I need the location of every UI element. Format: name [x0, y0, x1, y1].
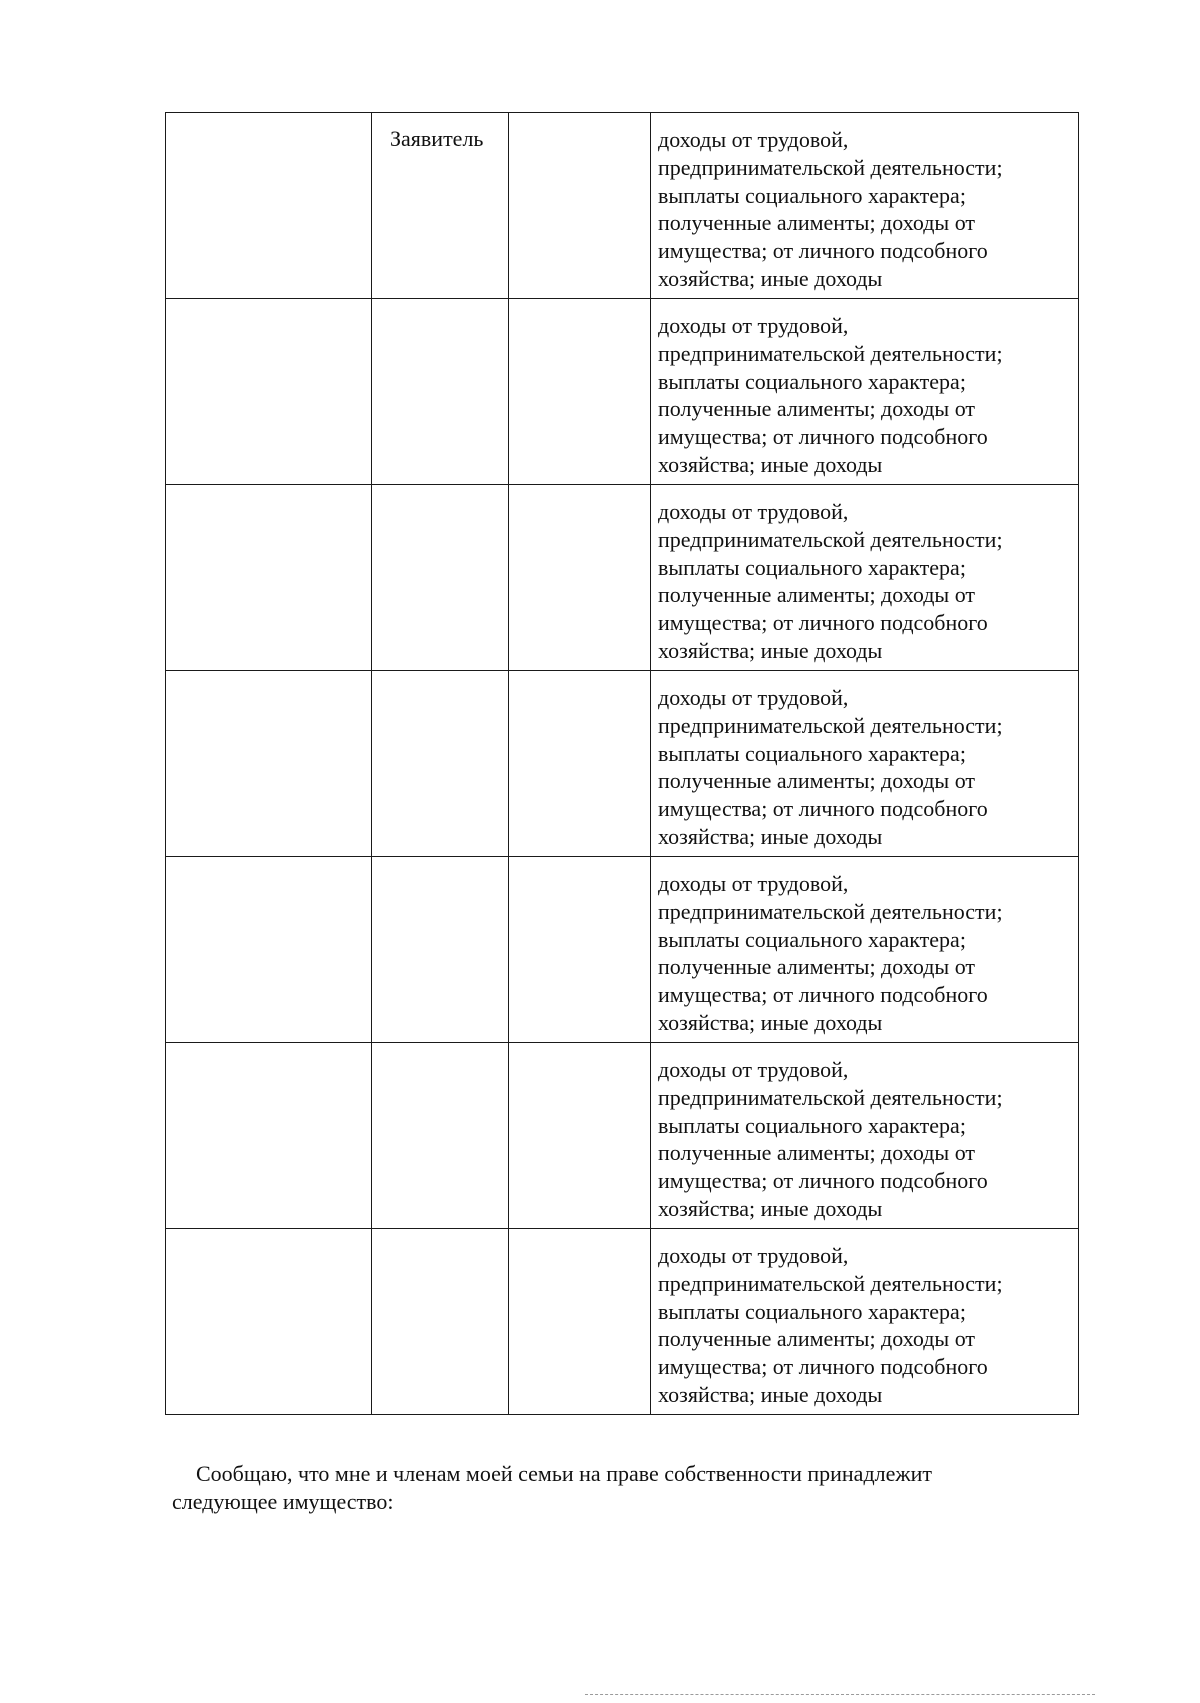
income-types-cell: доходы от трудовой, предпринимательской деятельности; выплаты социального характера; полученные алименты; доходы от имущества; от личного подсобного хозяйства; иные доходы [651, 671, 1079, 857]
relation-cell [372, 1229, 509, 1415]
table-row [166, 113, 1079, 299]
name-cell [166, 1043, 372, 1229]
relation-cell [372, 485, 509, 671]
relation-cell [372, 299, 509, 485]
amount-cell [509, 299, 651, 485]
statement-line-2: следующее имущество: [172, 1489, 394, 1514]
income-types-cell: доходы от трудовой, предпринимательской деятельности; выплаты социального характера; полученные алименты; доходы от имущества; от личного подсобного хозяйства; иные доходы [651, 485, 1079, 671]
income-types-cell: доходы от трудовой, предпринимательской деятельности; выплаты социального характера; полученные алименты; доходы от имущества; от личного подсобного хозяйства; иные доходы [651, 299, 1079, 485]
name-cell [166, 857, 372, 1043]
income-types-cell: доходы от трудовой, предпринимательской деятельности; выплаты социального характера; полученные алименты; доходы от имущества; от личного подсобного хозяйства; иные доходы [651, 1229, 1079, 1415]
amount-cell [509, 485, 651, 671]
relation-cell [372, 671, 509, 857]
name-cell [166, 299, 372, 485]
amount-cell [509, 857, 651, 1043]
table-row [166, 1229, 1079, 1415]
relation-cell [372, 857, 509, 1043]
relation-cell: Заявитель [372, 113, 509, 299]
income-types-cell: доходы от трудовой, предпринимательской деятельности; выплаты социального характера; полученные алименты; доходы от имущества; от личного подсобного хозяйства; иные доходы [651, 1043, 1079, 1229]
income-types-cell: доходы от трудовой, предпринимательской деятельности; выплаты социального характера; полученные алименты; доходы от имущества; от личного подсобного хозяйства; иные доходы [651, 857, 1079, 1043]
amount-cell [509, 1043, 651, 1229]
income-types-cell: доходы от трудовой, предпринимательской деятельности; выплаты социального характера; полученные алименты; доходы от имущества; от личного подсобного хозяйства; иные доходы [651, 113, 1079, 299]
name-cell [166, 485, 372, 671]
name-cell [166, 671, 372, 857]
amount-cell [509, 671, 651, 857]
property-statement [172, 1460, 1072, 1516]
statement-line-1: Сообщаю, что мне и членам моей семьи на праве собственности принадлежит [196, 1461, 932, 1486]
amount-cell [509, 1229, 651, 1415]
table-row [166, 857, 1079, 1043]
name-cell [166, 113, 372, 299]
table-row [166, 671, 1079, 857]
table-row [166, 1043, 1079, 1229]
amount-cell [509, 113, 651, 299]
table-row [166, 299, 1079, 485]
table-row [166, 485, 1079, 671]
name-cell [166, 1229, 372, 1415]
page-footer-rule [585, 1694, 1095, 1695]
income-table [165, 112, 1079, 1415]
relation-cell [372, 1043, 509, 1229]
